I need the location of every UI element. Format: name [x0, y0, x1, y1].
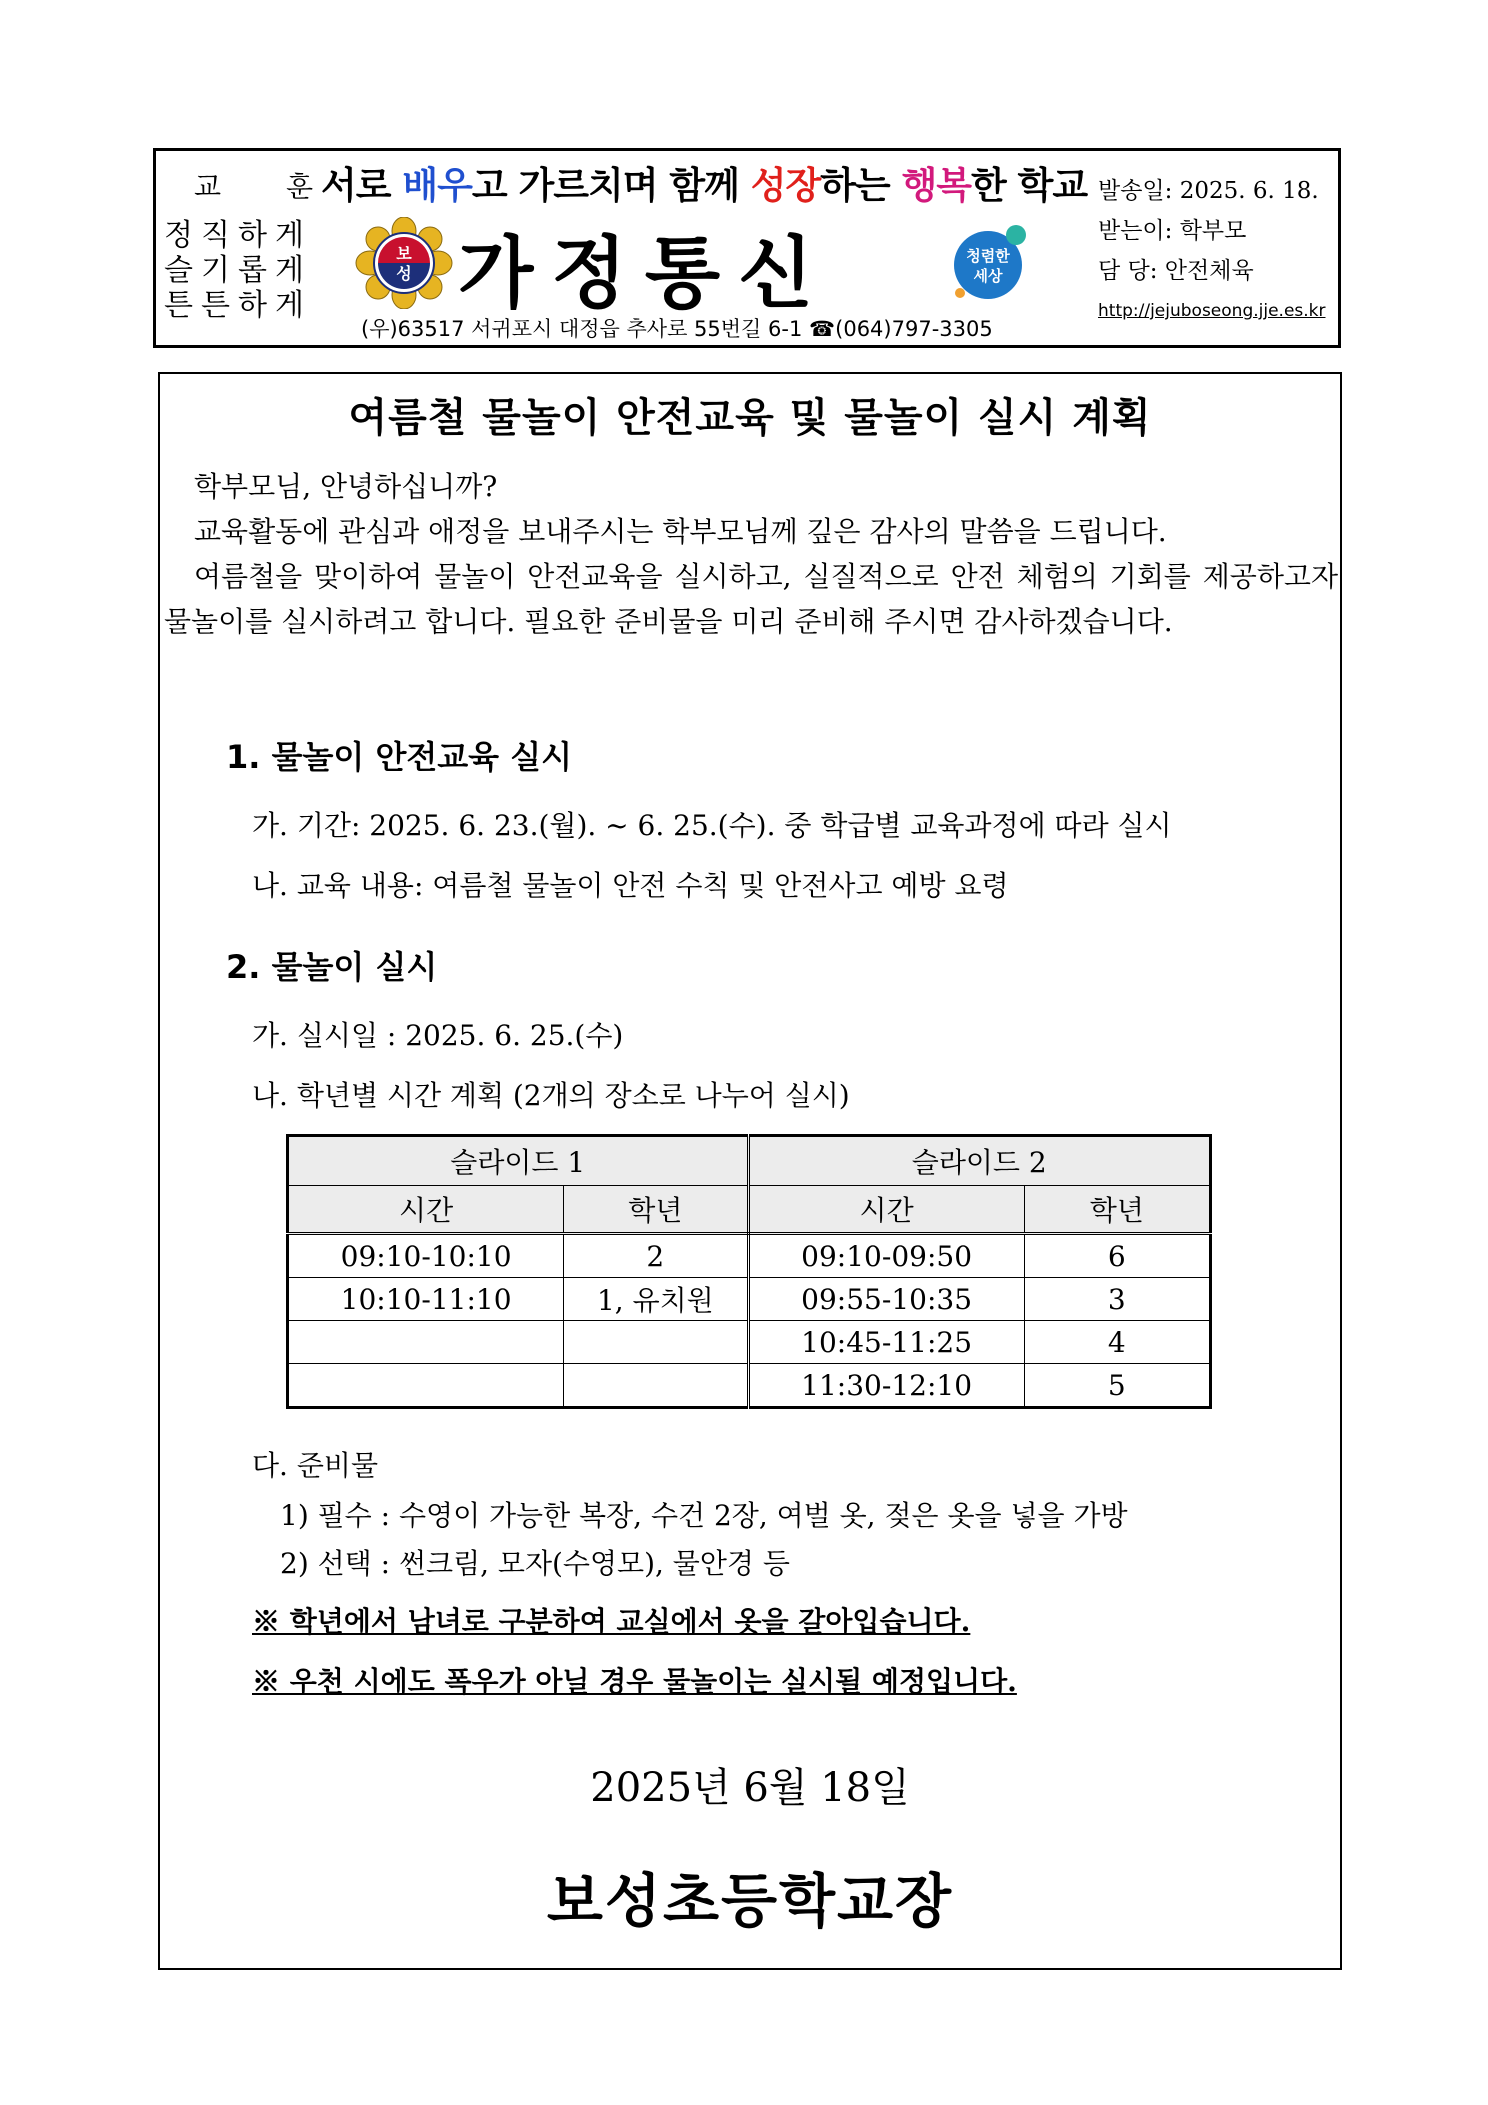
section-1-heading: 1. 물놀이 안전교육 실시: [226, 738, 573, 776]
school-seal-icon: [354, 217, 454, 309]
motto-part: 한 학교: [971, 164, 1088, 207]
newsletter-title: 가정통신: [458, 229, 832, 319]
table-row: [288, 1321, 1211, 1364]
note-rain-policy: ※ 우천 시에도 폭우가 아닐 경우 물놀이는 실시될 예정입니다.: [252, 1665, 1017, 1698]
table-cell: 10:45-11:25: [748, 1321, 1024, 1364]
letter-body: [158, 372, 1342, 1970]
motto-part-grow: 성장: [750, 164, 821, 207]
seal-text-top: 보: [396, 244, 412, 263]
seal-text-bottom: 성: [396, 264, 412, 283]
integrity-badge-icon: [950, 221, 1028, 303]
group-slide-1: 슬라이드 1: [288, 1136, 749, 1186]
section-1-content: 나. 교육 내용: 여름철 물놀이 안전 수칙 및 안전사고 예방 요령: [252, 869, 1009, 902]
col-time: 시간: [288, 1186, 564, 1234]
motto-part-learn: 배우: [402, 164, 472, 207]
table-cell: 11:30-12:10: [748, 1364, 1024, 1408]
intro-paragraphs: [164, 464, 1338, 644]
section-2-schedule-title: 나. 학년별 시간 계획 (2개의 장소로 나누어 실시): [252, 1079, 850, 1112]
intro-paragraph-2: 여름철을 맞이하여 물놀이 안전교육을 실시하고, 실질적으로 안전 체험의 기회를 제공하고자 물놀이를 실시하려고 합니다. 필요한 준비물을 미리 준비해 주시면 감사하겠습니다.: [164, 560, 1338, 638]
school-address: (우)63517 서귀포시 대정읍 추사로 55번길 6-1 ☎(064)797-3305: [361, 317, 993, 341]
note-changing-clothes: ※ 학년에서 남녀로 구분하여 교실에서 옷을 갈아입습니다.: [252, 1605, 971, 1638]
col-grade: 학년: [1024, 1186, 1210, 1234]
newsletter-header: [153, 148, 1341, 348]
motto-line-healthy: 튼튼하게: [164, 288, 312, 323]
school-url-link[interactable]: http://jejuboseong.jje.es.kr: [1098, 301, 1326, 321]
table-row: [288, 1234, 1211, 1278]
intro-paragraph-1: 교육활동에 관심과 애정을 보내주시는 학부모님께 깊은 감사의 말씀을 드립니다.: [194, 515, 1167, 548]
col-grade: 학년: [564, 1186, 748, 1234]
table-cell: 09:10-09:50: [748, 1234, 1024, 1278]
recipient: 받는이: 학부모: [1098, 218, 1247, 244]
table-row: [288, 1278, 1211, 1321]
supplies-required: 1) 필수 : 수영이 가능한 복장, 수건 2장, 여벌 옷, 젖은 옷을 넣을 가방: [280, 1499, 1128, 1532]
document-title: 여름철 물놀이 안전교육 및 물놀이 실시 계획: [348, 395, 1152, 441]
table-cell: 09:55-10:35: [748, 1278, 1024, 1321]
motto-line-honest: 정직하게: [164, 218, 312, 253]
letter-date: 2025년 6월 18일: [590, 1765, 910, 1811]
motto-part: 고 가르치며 함께: [471, 164, 751, 207]
sent-date: 발송일: 2025. 6. 18.: [1098, 178, 1319, 204]
table-cell: 3: [1024, 1278, 1210, 1321]
motto-part: 하는: [820, 164, 902, 207]
table-row: [288, 1364, 1211, 1408]
greeting: 학부모님, 안녕하십니까?: [194, 470, 498, 503]
section-2-supplies: 다. 준비물: [252, 1449, 378, 1482]
principal-signature: 보성초등학교장: [546, 1867, 954, 1935]
schedule-table: [286, 1134, 1212, 1409]
table-cell: [564, 1321, 748, 1364]
table-cell: 1, 유치원: [564, 1278, 748, 1321]
table-cell: [564, 1364, 748, 1408]
group-slide-2: 슬라이드 2: [748, 1136, 1211, 1186]
col-time: 시간: [748, 1186, 1024, 1234]
section-2-heading: 2. 물놀이 실시: [226, 948, 438, 986]
table-cell: 4: [1024, 1321, 1210, 1364]
supplies-optional: 2) 선택 : 썬크림, 모자(수영모), 물안경 등: [280, 1547, 790, 1580]
motto-part-happy: 행복: [901, 164, 972, 207]
badge-text-2: 세상: [973, 267, 1003, 285]
section-1-period: 가. 기간: 2025. 6. 23.(월). ~ 6. 25.(수). 중 학급별 교육과정에 따라 실시: [252, 809, 1172, 842]
table-cell: 09:10-10:10: [288, 1234, 564, 1278]
table-cell: [288, 1364, 564, 1408]
manager: 담 당: 안전체육: [1098, 258, 1254, 284]
newsletter-meta: [1098, 171, 1326, 331]
table-column-header: [288, 1186, 1211, 1234]
school-motto: [321, 155, 1087, 209]
table-cell: 6: [1024, 1234, 1210, 1278]
table-cell: [288, 1321, 564, 1364]
table-cell: 2: [564, 1234, 748, 1278]
table-cell: 10:10-11:10: [288, 1278, 564, 1321]
motto-lines: [164, 218, 312, 323]
table-group-header: [288, 1136, 1211, 1186]
badge-text-1: 청렴한: [966, 247, 1010, 265]
motto-label: 교 훈: [194, 170, 341, 203]
section-2-date: 가. 실시일 : 2025. 6. 25.(수): [252, 1019, 624, 1052]
table-cell: 5: [1024, 1364, 1210, 1408]
motto-line-wise: 슬기롭게: [164, 253, 312, 288]
motto-part: 서로: [321, 164, 403, 207]
